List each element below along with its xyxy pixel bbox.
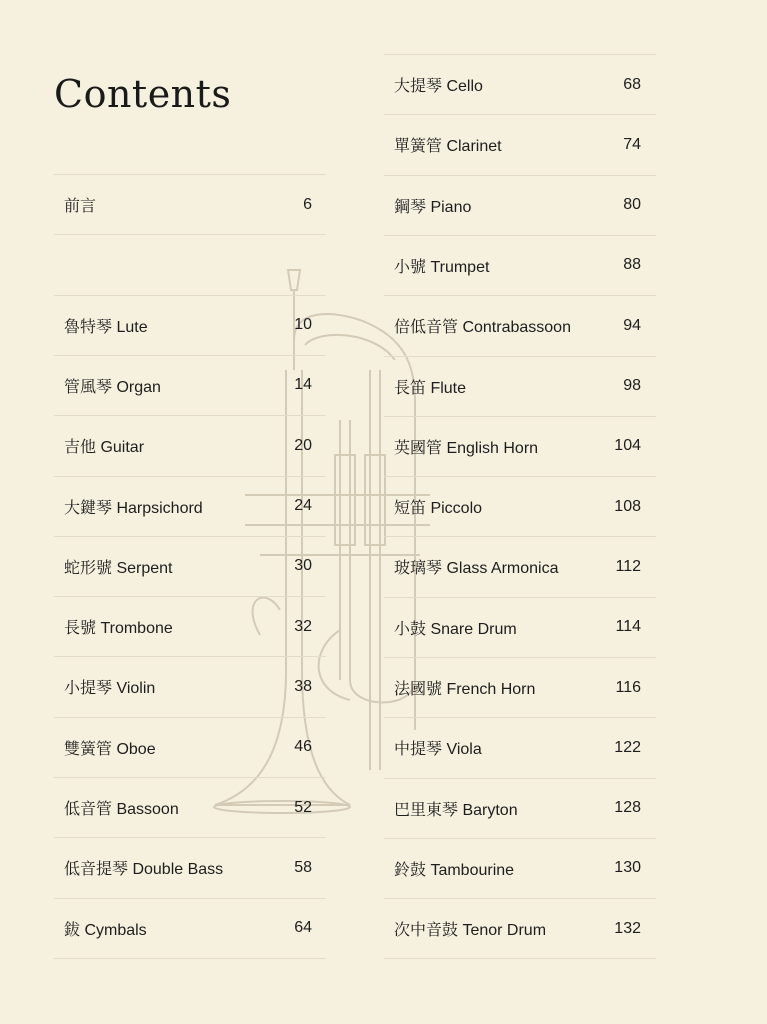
toc-entry[interactable]	[384, 114, 656, 174]
toc-entry[interactable]	[54, 476, 326, 536]
toc-entry-page-number: 80	[623, 196, 641, 214]
toc-entry[interactable]	[54, 777, 326, 837]
toc-entry-page-number: 52	[294, 798, 312, 816]
toc-entry-title: 玻璃琴 Glass Armonica	[394, 560, 559, 578]
toc-entry-title: 鈸 Cymbals	[64, 921, 147, 939]
toc-entry-page-number: 38	[294, 677, 312, 695]
toc-entry-page-number: 108	[614, 497, 641, 515]
toc-entry-title: 單簧管 Clarinet	[394, 138, 502, 156]
toc-entry-title: 低音提琴 Double Bass	[64, 861, 224, 879]
toc-entry-title: 吉他 Guitar	[64, 439, 145, 457]
toc-entry-title: 鈴鼓 Tambourine	[394, 861, 515, 879]
toc-entry-page-number: 64	[294, 919, 312, 937]
page-title: Contents	[54, 72, 232, 116]
toc-entry-title: 小提琴 Violin	[64, 680, 156, 698]
toc-entry[interactable]	[384, 54, 656, 114]
toc-entry[interactable]	[384, 717, 656, 777]
toc-entry[interactable]	[54, 295, 326, 355]
toc-entry[interactable]	[54, 234, 326, 294]
toc-entry[interactable]	[384, 416, 656, 476]
toc-entry-title: 次中音鼓 Tenor Drum	[394, 922, 547, 940]
toc-entry-page-number: 32	[294, 617, 312, 635]
toc-entry-page-number: 122	[614, 738, 641, 756]
toc-entry[interactable]	[384, 356, 656, 416]
toc-entry-title: 英國管 English Horn	[394, 439, 539, 457]
toc-entry[interactable]	[54, 717, 326, 777]
toc-entry[interactable]	[384, 597, 656, 657]
toc-entry-page-number: 116	[615, 678, 641, 696]
toc-entry-title: 蛇形號 Serpent	[64, 559, 173, 577]
toc-entry-title: 法國號 French Horn	[394, 681, 536, 698]
toc-entry[interactable]	[54, 898, 326, 958]
toc-entry-page-number: 128	[614, 799, 641, 817]
toc-entry-page-number: 94	[623, 316, 641, 334]
toc-entry-title: 低音管 Bassoon	[64, 801, 179, 818]
right-column-bottom-rule	[384, 958, 656, 959]
toc-entry-title: 管風琴 Organ	[64, 378, 161, 396]
toc-entry-page-number: 20	[294, 436, 312, 454]
toc-entry-title: 長號 Trombone	[64, 620, 173, 638]
toc-entry-page-number: 112	[615, 557, 641, 575]
toc-entry-title: 大提琴 Cello	[394, 78, 483, 95]
toc-entry-page-number: 132	[614, 919, 641, 937]
toc-entry-page-number: 24	[294, 497, 312, 514]
toc-entry[interactable]	[54, 837, 326, 897]
toc-entry-page-number: 98	[623, 377, 641, 394]
toc-entry-page-number: 6	[303, 195, 312, 213]
toc-entry-page-number: 104	[614, 437, 641, 455]
toc-entry-page-number: 30	[294, 557, 312, 575]
toc-entry[interactable]	[384, 778, 656, 838]
toc-entry[interactable]	[54, 355, 326, 415]
toc-entry-page-number: 58	[294, 858, 312, 876]
toc-entry-page-number: 130	[614, 859, 641, 877]
toc-entry[interactable]	[384, 838, 656, 898]
toc-entry-title: 長笛 Flute	[394, 379, 467, 397]
toc-entry-page-number: 88	[623, 256, 641, 274]
toc-entry-title: 雙簧管 Oboe	[64, 740, 156, 758]
toc-entry-page-number: 74	[623, 135, 641, 153]
toc-entry-title: 巴里東琴 Baryton	[394, 801, 518, 819]
toc-entry-page-number: 10	[294, 316, 312, 334]
toc-entry-page-number: 114	[615, 618, 641, 636]
toc-entry-page-number: 46	[294, 738, 312, 756]
toc-entry-title: 大鍵琴 Harpsichord	[64, 499, 203, 517]
toc-entry[interactable]	[54, 596, 326, 656]
toc-entry-title: 小鼓 Snare Drum	[394, 620, 517, 638]
toc-entry[interactable]	[384, 898, 656, 958]
toc-entry-title: 倍低音管 Contrabassoon	[394, 319, 571, 337]
toc-entry[interactable]	[384, 175, 656, 235]
toc-entry[interactable]	[54, 415, 326, 475]
toc-entry-title: 小號 Trumpet	[394, 258, 490, 276]
toc-entry-page-number: 14	[294, 376, 312, 394]
toc-entry-title: 中提琴 Viola	[394, 741, 482, 759]
toc-entry[interactable]	[54, 656, 326, 716]
toc-entry[interactable]	[54, 174, 326, 234]
toc-entry-title: 前言	[64, 198, 97, 215]
toc-entry[interactable]	[384, 235, 656, 295]
left-column-bottom-rule	[54, 958, 326, 959]
toc-entry[interactable]	[384, 476, 656, 536]
toc-entry-title: 魯特琴 Lute	[64, 318, 148, 336]
toc-entry[interactable]	[54, 536, 326, 596]
toc-entry[interactable]	[384, 536, 656, 596]
toc-entry-title: 短笛 Piccolo	[394, 500, 483, 518]
toc-entry[interactable]	[384, 295, 656, 355]
toc-entry-title: 鋼琴 Piano	[394, 198, 472, 216]
toc-entry-page-number: 68	[623, 75, 641, 93]
toc-entry[interactable]	[384, 657, 656, 717]
